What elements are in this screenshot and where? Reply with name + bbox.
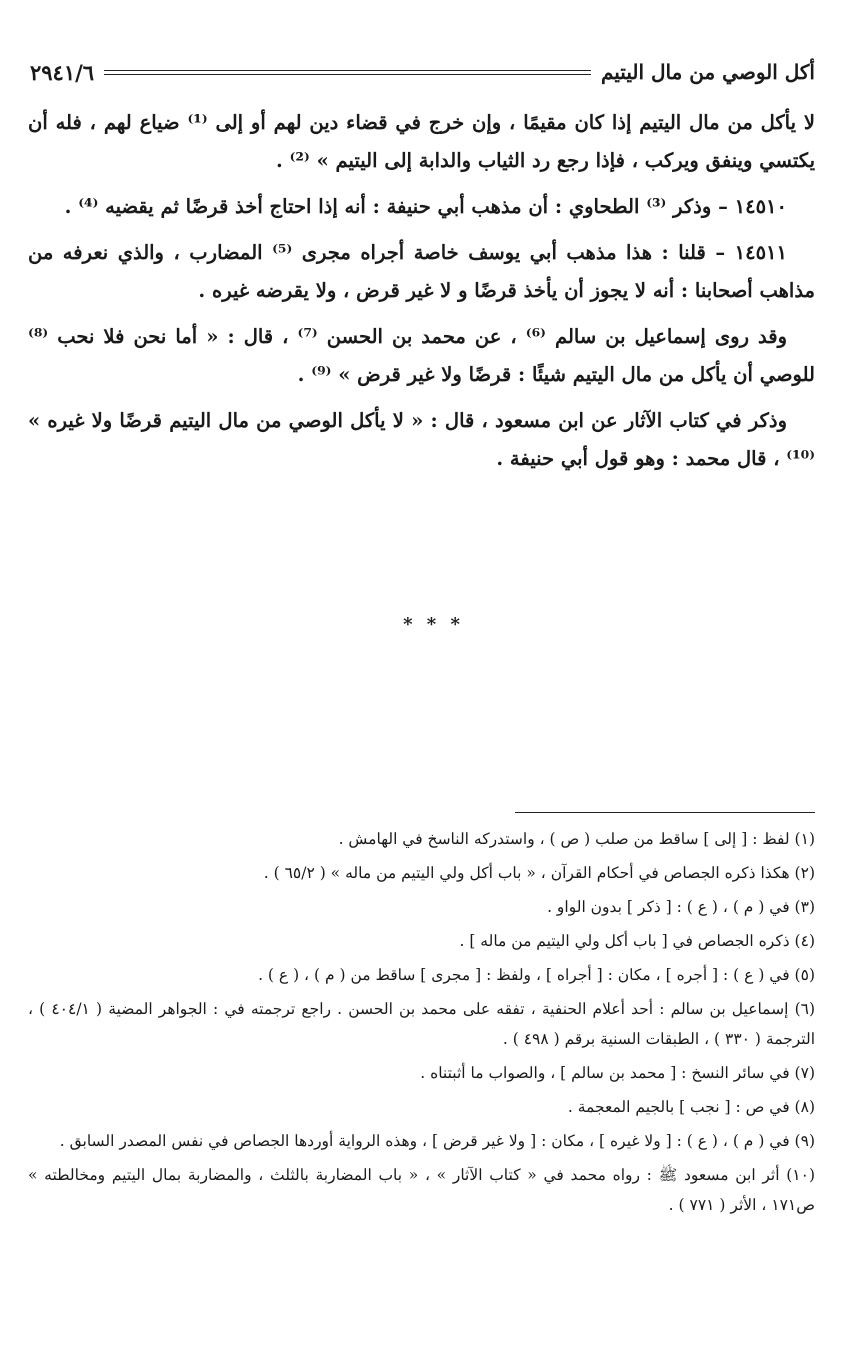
running-title: أكل الوصي من مال اليتيم [600, 60, 815, 84]
footnote-5: (٥) في ( ع ) : [ أجره ] ، مكان : [ أجراه ] ، ولفظ : [ مجرى ] ساقط من ( م ) ، ( ع ) . [258, 966, 815, 984]
footnote-2: (٢) هكذا ذكره الجصاص في أحكام القرآن ، « باب أكل ولي اليتيم من ماله » ( ٦٥/٢ ) . [263, 864, 815, 882]
running-header [30, 52, 815, 92]
paragraph-1: لا يأكل من مال اليتيم إذا كان مقيمًا ، وإن خرج في قضاء دين لهم أو إلى ⁽¹⁾ ضياع لهم ، فله أن يكتسي وينفق ويركب ، فإذا رجع رد الثياب والدابة إلى اليتيم » ⁽²⁾ . [28, 111, 816, 172]
footnote-6: (٦) إسماعيل بن سالم : أحد أعلام الحنفية ، تفقه على محمد بن الحسن . راجع ترجمته في : الجواهر المضية ( ٤٠٤/١ ) ، الترجمة ( ٣٣٠ ) ، الطبقات السنية برقم ( ٤٩٨ ) . [28, 1000, 816, 1048]
section-separator: * * * [403, 614, 464, 635]
paragraph-text: – وذكر ⁽³⁾ الطحاوي : أن مذهب أبي حنيفة : أنه إذا احتاج أخذ قرضًا ثم يقضيه ⁽⁴⁾ . [64, 195, 728, 218]
footnote-4: (٤) ذكره الجصاص في [ باب أكل ولي اليتيم من ماله ] . [459, 932, 815, 950]
footnote-rule [515, 812, 815, 813]
footnote-10: (١٠) أثر ابن مسعود ﷺ : رواه محمد في « كتاب الآثار » ، « باب المضاربة بالثلث ، والمضاربة بمال اليتيم ومخالطته » ص١٧١ ، الأثر ( ٧٧١ ) . [28, 1166, 815, 1214]
main-text [28, 104, 815, 486]
footnote-8: (٨) في ص : [ نجب ] بالجيم المعجمة . [567, 1098, 815, 1116]
paragraph-4: وقد روى إسماعيل بن سالم ⁽⁶⁾ ، عن محمد بن الحسن ⁽⁷⁾ ، قال : « أما نحن فلا نحب ⁽⁸⁾ للوصي أن يأكل من مال اليتيم شيئًا : قرضًا ولا غير قرض » ⁽⁹⁾ . [28, 325, 815, 386]
footnotes [28, 824, 815, 1224]
paragraph-text: – قلنا : هذا مذهب أبي يوسف خاصة أجراه مجرى ⁽⁵⁾ المضارب ، والذي نعرفه من مذاهب أصحابنا : أنه لا يجوز أن يأخذ قرضًا و لا غير قرض ، ولا يقرضه غيره . [28, 241, 815, 302]
paragraph-number: ١٤٥١١ [734, 241, 787, 264]
paragraph-14511 [28, 234, 815, 310]
footnote-1: (١) لفظ : [ إلى ] ساقط من صلب ( ص ) ، واستدركه الناسخ في الهامش . [338, 830, 815, 848]
footnote-3: (٣) في ( م ) ، ( ع ) : [ ذكر ] بدون الواو . [547, 898, 815, 916]
paragraph-number: ١٤٥١٠ [734, 195, 787, 218]
header-rule [104, 70, 591, 75]
paragraph-14510 [28, 188, 815, 226]
page-number: ٢٩٤١/٦ [30, 59, 95, 85]
footnote-9: (٩) في ( م ) ، ( ع ) : [ ولا غيره ] ، مكان : [ ولا غير قرض ] ، وهذه الرواية أوردها الجصاص في نفس المصدر السابق . [59, 1132, 815, 1150]
paragraph-5: وذكر في كتاب الآثار عن ابن مسعود ، قال : « لا يأكل الوصي من مال اليتيم قرضًا ولا غيره » ⁽¹⁰⁾ ، قال محمد : وهو قول أبي حنيفة . [28, 409, 815, 470]
footnote-7: (٧) في سائر النسخ : [ محمد بن سالم ] ، والصواب ما أثبتناه . [420, 1064, 815, 1082]
